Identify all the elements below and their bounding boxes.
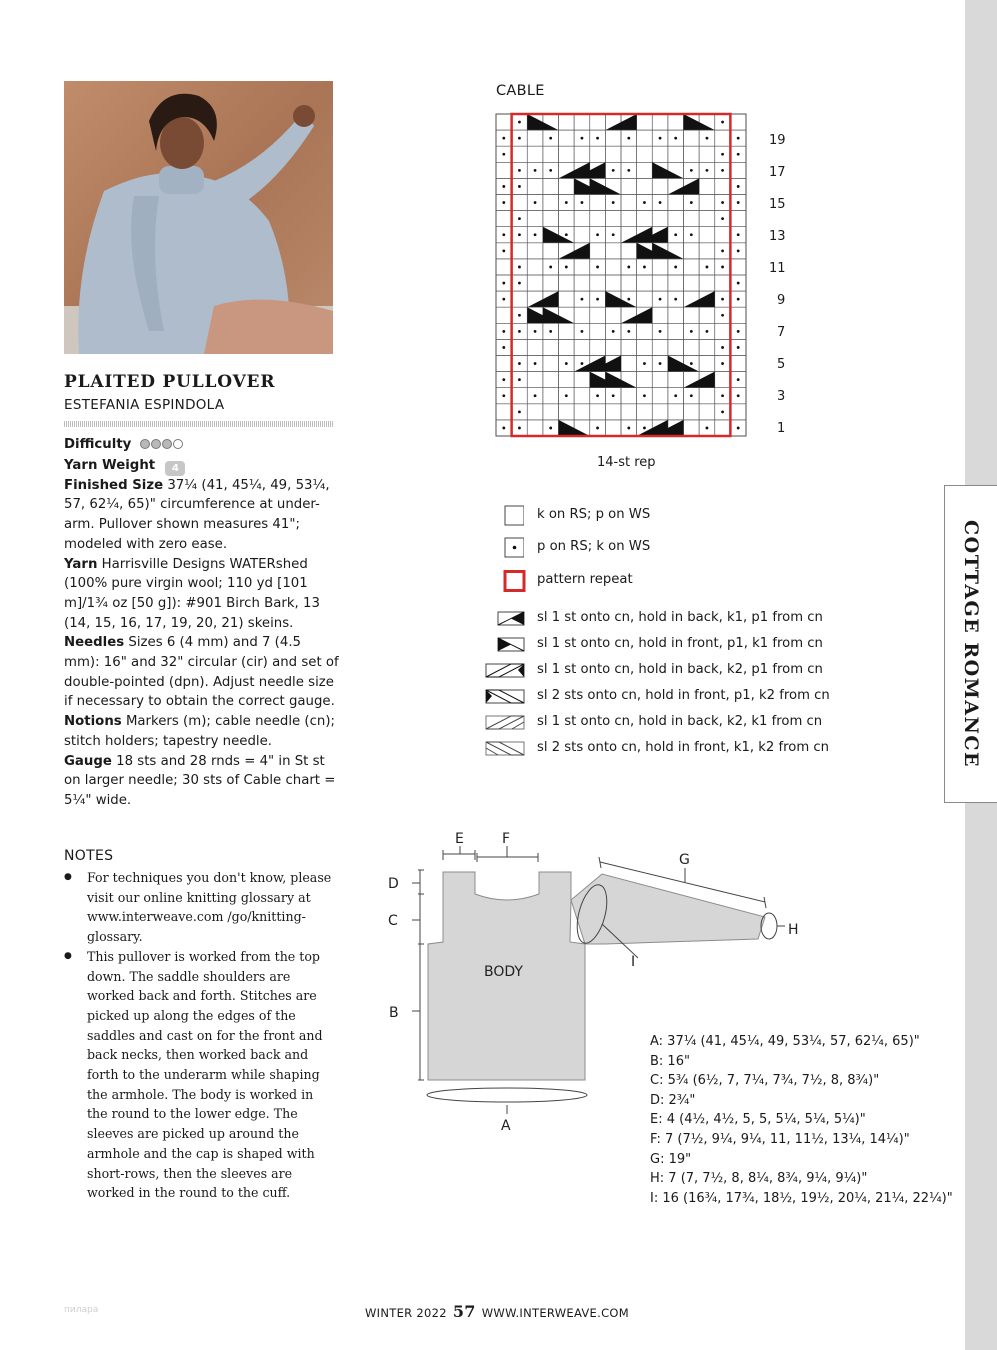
purl-dot xyxy=(581,330,584,333)
measurement-a: A: 37¼ (41, 45¼, 49, 53¼, 57, 62¼, 65)" xyxy=(650,1034,920,1049)
repeat-label: 14-st rep xyxy=(597,455,656,470)
purl-dot xyxy=(737,346,740,349)
yarn-weight-icon: 4 xyxy=(165,461,185,476)
purl-dot xyxy=(674,266,677,269)
purl-dot xyxy=(565,362,568,365)
difficulty-rating xyxy=(140,436,184,456)
purl-dot xyxy=(502,185,505,188)
measurement-c: C: 5¾ (6½, 7, 7¼, 7¾, 7½, 8, 8¾)" xyxy=(650,1073,880,1089)
purl-dot xyxy=(737,233,740,236)
key-text: pattern repeat xyxy=(537,572,633,587)
knit-square-icon xyxy=(484,505,524,527)
purl-dot xyxy=(721,346,724,349)
label-i: I xyxy=(631,954,636,970)
row-label: 1 xyxy=(777,421,786,436)
purl-dot xyxy=(518,282,521,285)
label-e: E xyxy=(455,831,464,847)
notions-text: Markers (m); cable needle (cn); stitch holders; tapestry needle. xyxy=(64,714,336,749)
purl-dot xyxy=(534,394,537,397)
purl-dot xyxy=(612,169,615,172)
purl-dot xyxy=(643,394,646,397)
row-label: 3 xyxy=(777,389,786,404)
purl-dot xyxy=(565,201,568,204)
row-label: 17 xyxy=(769,165,786,180)
model-photo xyxy=(64,81,333,354)
designer-name: ESTEFANIA ESPINDOLA xyxy=(64,397,225,413)
label-body: BODY xyxy=(484,964,523,980)
purl-dot xyxy=(659,137,662,140)
purl-dot xyxy=(549,266,552,269)
yarn-weight-line xyxy=(64,456,339,476)
purl-dot xyxy=(674,394,677,397)
key-text: sl 2 sts onto cn, hold in front, k1, k2 from cn xyxy=(537,740,830,755)
purl-dot xyxy=(721,217,724,220)
specs-block xyxy=(64,435,339,811)
purl-dot xyxy=(502,249,505,252)
purl-dot xyxy=(737,282,740,285)
measurement-b: B: 16" xyxy=(650,1053,690,1069)
note-item: ● This pullover is worked from the top down. The saddle shoulders are worked back and forth. Stitches are picked up along the edges of the saddles and cast on for the front and back necks, then worked back and forth to the underarm while shaping the armhole. The body is worked in the round to the lower edge. The sleeves are picked up around the armhole and the cap is shaped with short-rows, then the sleeves are worked in the round to the cuff. xyxy=(64,947,336,1203)
row-label: 15 xyxy=(769,197,786,212)
purl-dot xyxy=(518,330,521,333)
site-url: WWW.INTERWEAVE.COM xyxy=(481,1306,629,1320)
purl-dot xyxy=(737,427,740,430)
purl-dot xyxy=(737,249,740,252)
purl-dot xyxy=(627,298,630,301)
purl-dot xyxy=(502,153,505,156)
row-label: 7 xyxy=(777,325,786,340)
purl-dot xyxy=(721,266,724,269)
purl-dot xyxy=(737,185,740,188)
notes-list xyxy=(64,868,336,1203)
purl-dot xyxy=(502,330,505,333)
purl-dot xyxy=(737,394,740,397)
label-b: B xyxy=(389,1005,399,1021)
purl-dot xyxy=(706,266,709,269)
purl-dot xyxy=(674,298,677,301)
row-label: 5 xyxy=(777,357,786,372)
purl-dot xyxy=(549,427,552,430)
key-text: k on RS; p on WS xyxy=(537,507,651,522)
purl-dot xyxy=(737,137,740,140)
purl-dot xyxy=(674,137,677,140)
purl-dot xyxy=(627,266,630,269)
row-label: 19 xyxy=(769,133,786,148)
cable-2-1-left-icon xyxy=(484,738,528,760)
purl-dot xyxy=(643,362,646,365)
purl-dot xyxy=(706,330,709,333)
gauge-text: 18 sts and 28 rnds = 4" in St st on larger needle; 30 sts of Cable chart = 5¼" wide. xyxy=(64,753,336,808)
notions-line xyxy=(64,712,339,751)
label-h: H xyxy=(788,922,799,938)
label-d: D xyxy=(388,876,399,892)
yarn-line xyxy=(64,555,339,634)
pattern-title: PLAITED PULLOVER xyxy=(64,372,276,392)
purl-dot xyxy=(596,266,599,269)
cable-2-1-right-icon xyxy=(484,712,528,734)
purl-dot xyxy=(721,410,724,413)
purl-dot xyxy=(518,233,521,236)
difficulty-dot-filled xyxy=(162,439,172,449)
chart-title: CABLE xyxy=(496,83,545,99)
key-text: p on RS; k on WS xyxy=(537,539,651,554)
yarn-weight-label: Yarn Weight xyxy=(64,457,156,473)
finished-size-label: Finished Size xyxy=(64,477,164,493)
key-text: sl 1 st onto cn, hold in back, k2, k1 from cn xyxy=(537,714,823,729)
purl-dot xyxy=(596,233,599,236)
purl-dot xyxy=(721,169,724,172)
label-f: F xyxy=(502,831,511,847)
purl-dot xyxy=(502,298,505,301)
purl-dot xyxy=(737,201,740,204)
key-text: sl 1 st onto cn, hold in front, p1, k1 from cn xyxy=(537,636,823,651)
purl-dot xyxy=(721,314,724,317)
notes-heading: NOTES xyxy=(64,848,114,864)
page-footer xyxy=(365,1302,629,1321)
purl-dot xyxy=(706,137,709,140)
purl-dot xyxy=(565,233,568,236)
note-item: ● For techniques you don't know, please visit our online knitting glossary at www.interweave.com /go/knitting-glossary. xyxy=(64,868,336,947)
purl-dot xyxy=(690,394,693,397)
purl-dot xyxy=(612,330,615,333)
purl-dot xyxy=(721,153,724,156)
purl-dot xyxy=(502,201,505,204)
yarn-text: Harrisville Designs WATERshed (100% pure virgin wool; 110 yd [101 m]/1¾ oz [50 g]): #901 Birch Bark, 13 (14, 15, 16, 17, 19, 20, 21) skeins. xyxy=(64,556,320,631)
measurement-f: F: 7 (7½, 9¼, 9¼, 11, 11½, 13¼, 14¼)" xyxy=(650,1131,910,1147)
purl-dot xyxy=(518,410,521,413)
purl-dot xyxy=(627,137,630,140)
purl-dot xyxy=(612,394,615,397)
purl-dot xyxy=(502,394,505,397)
purl-dot xyxy=(690,169,693,172)
purl-dot xyxy=(502,233,505,236)
label-g: G xyxy=(679,852,690,868)
divider xyxy=(64,421,333,427)
purl-dot xyxy=(721,298,724,301)
needles-label: Needles xyxy=(64,635,125,651)
section-tab-label: COTTAGE ROMANCE xyxy=(960,520,982,768)
purl-dot xyxy=(596,427,599,430)
notions-label: Notions xyxy=(64,714,122,730)
purl-dot xyxy=(659,330,662,333)
purl-dot xyxy=(690,233,693,236)
purl-dot xyxy=(549,330,552,333)
watermark: пилара xyxy=(64,1305,99,1315)
purl-dot xyxy=(518,427,521,430)
page-number: 57 xyxy=(452,1302,476,1321)
purl-dot xyxy=(706,169,709,172)
measurement-i: I: 16 (16¾, 17¾, 18½, 19½, 20¼, 21¼, 22¼)" xyxy=(650,1190,953,1206)
purl-dot xyxy=(596,394,599,397)
purl-dot xyxy=(534,201,537,204)
purl-dot xyxy=(518,314,521,317)
measurement-g: G: 19" xyxy=(650,1151,692,1167)
repeat-box-icon xyxy=(484,570,526,592)
purl-dot xyxy=(565,394,568,397)
purl-dot xyxy=(565,266,568,269)
purl-dot xyxy=(596,298,599,301)
measurement-h: H: 7 (7, 7½, 8, 8¼, 8¾, 9¼, 9¼)" xyxy=(650,1171,868,1187)
purl-dot xyxy=(581,137,584,140)
purl-dot xyxy=(534,362,537,365)
finished-size-line xyxy=(64,476,339,555)
purl-dot xyxy=(534,330,537,333)
difficulty-dot-empty xyxy=(173,439,183,449)
purl-dot xyxy=(534,233,537,236)
row-label: 13 xyxy=(769,229,786,244)
yarn-label: Yarn xyxy=(64,556,98,572)
purl-dot xyxy=(737,298,740,301)
purl-dot xyxy=(659,201,662,204)
purl-dot xyxy=(737,330,740,333)
measurement-d: D: 2¾" xyxy=(650,1092,696,1108)
purl-dot xyxy=(518,217,521,220)
purl-dot xyxy=(721,394,724,397)
cable-2-1-right-purl-icon xyxy=(484,660,528,682)
finished-size-text: 37¼ (41, 45¼, 49, 53¼, 57, 62¼, 65)" circumference at under-arm. Pullover shown measures 41"; modeled with zero ease. xyxy=(64,477,330,552)
label-a: A xyxy=(501,1118,511,1134)
purl-dot xyxy=(627,330,630,333)
purl-dot xyxy=(518,169,521,172)
purl-dot xyxy=(721,249,724,252)
key-text: sl 1 st onto cn, hold in back, k1, p1 from cn xyxy=(537,610,823,625)
needles-line xyxy=(64,633,339,712)
purl-dot xyxy=(706,427,709,430)
purl-dot xyxy=(549,137,552,140)
purl-dot xyxy=(518,185,521,188)
difficulty-dot-filled xyxy=(140,439,150,449)
purl-dot xyxy=(518,362,521,365)
purl-dot xyxy=(518,137,521,140)
cable-1-1-right-purl-icon xyxy=(484,608,528,630)
difficulty-label: Difficulty xyxy=(64,437,132,452)
label-c: C xyxy=(388,913,398,929)
purl-dot xyxy=(502,282,505,285)
purl-dot-icon xyxy=(484,537,524,559)
purl-dot xyxy=(581,298,584,301)
purl-dot xyxy=(502,346,505,349)
purl-dot xyxy=(721,201,724,204)
purl-dot xyxy=(549,169,552,172)
needles-text: Sizes 6 (4 mm) and 7 (4.5 mm): 16" and 32" circular (cir) and set of double-pointed (dpn). Adjust needle size if necessary to obtain the correct gauge. xyxy=(64,635,339,710)
purl-dot xyxy=(627,427,630,430)
purl-dot xyxy=(659,362,662,365)
purl-dot xyxy=(690,362,693,365)
measurements xyxy=(650,1032,953,1208)
purl-dot xyxy=(737,153,740,156)
purl-dot xyxy=(612,233,615,236)
measurement-e: E: 4 (4½, 4½, 5, 5, 5¼, 5¼, 5¼)" xyxy=(650,1112,866,1128)
purl-dot xyxy=(518,121,521,124)
purl-dot xyxy=(643,427,646,430)
purl-dot xyxy=(581,201,584,204)
purl-dot xyxy=(502,378,505,381)
gauge-line xyxy=(64,752,339,811)
cable-chart xyxy=(490,108,750,440)
cable-1-1-left-purl-icon xyxy=(484,634,528,656)
row-label: 11 xyxy=(769,261,786,276)
cable-2-1-left-purl-icon xyxy=(484,686,528,708)
purl-dot xyxy=(518,378,521,381)
purl-dot xyxy=(690,201,693,204)
difficulty-line xyxy=(64,435,339,456)
row-label: 9 xyxy=(777,293,786,308)
purl-dot xyxy=(502,427,505,430)
purl-dot xyxy=(627,169,630,172)
purl-dot xyxy=(643,201,646,204)
purl-dot xyxy=(643,266,646,269)
purl-dot xyxy=(612,201,615,204)
section-tab xyxy=(944,485,997,803)
purl-dot xyxy=(721,362,724,365)
purl-dot xyxy=(659,298,662,301)
purl-dot xyxy=(674,233,677,236)
key-text: sl 2 sts onto cn, hold in front, p1, k2 from cn xyxy=(537,688,830,703)
purl-dot xyxy=(518,266,521,269)
purl-dot xyxy=(690,330,693,333)
key-text: sl 1 st onto cn, hold in back, k2, p1 from cn xyxy=(537,662,823,677)
purl-dot xyxy=(581,362,584,365)
issue-label: WINTER 2022 xyxy=(365,1306,447,1320)
gauge-label: Gauge xyxy=(64,753,112,769)
purl-dot xyxy=(596,137,599,140)
difficulty-dot-filled xyxy=(151,439,161,449)
purl-dot xyxy=(534,169,537,172)
purl-dot xyxy=(737,378,740,381)
purl-dot xyxy=(502,137,505,140)
purl-dot xyxy=(721,121,724,124)
